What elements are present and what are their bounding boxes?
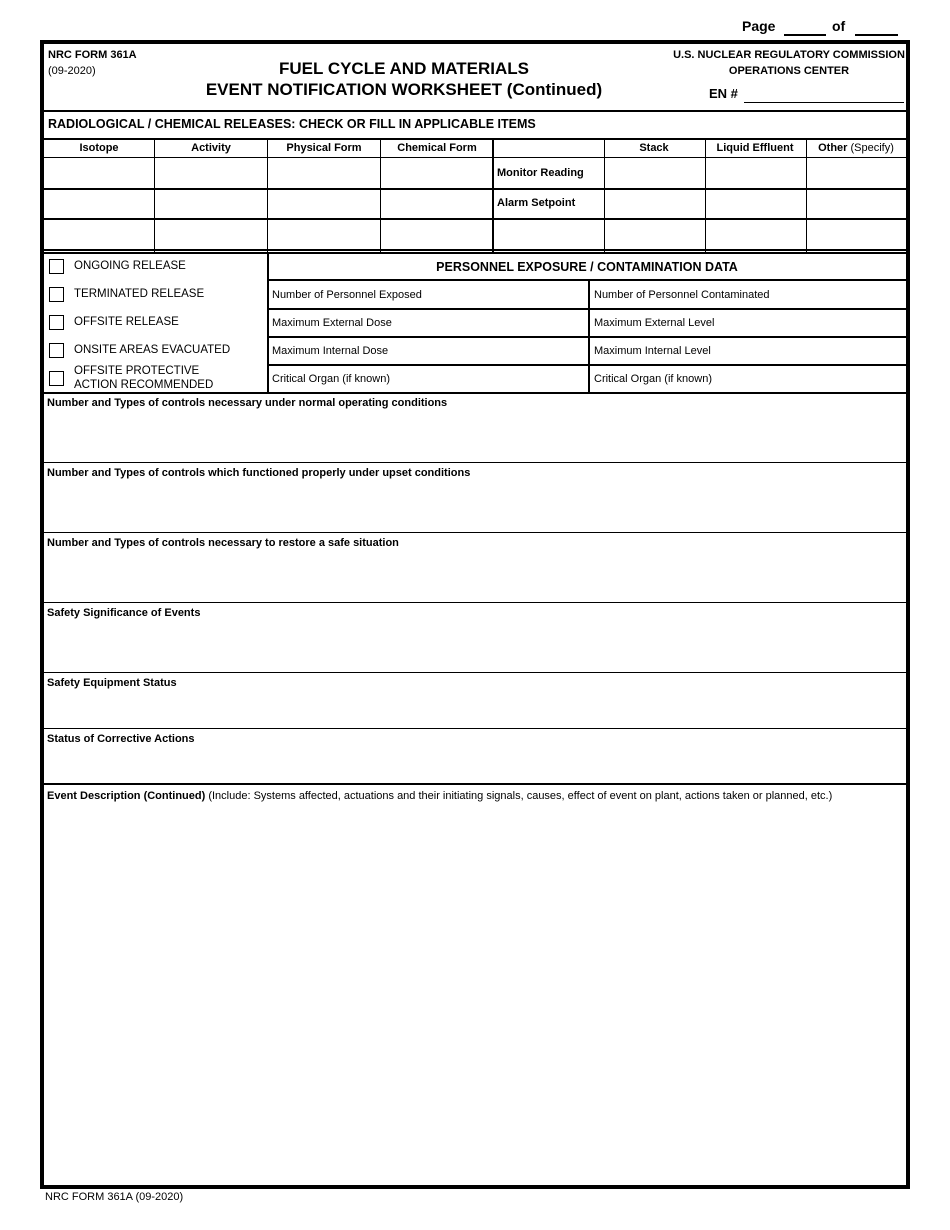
event-description-label: Event Description (Continued) (Include: Systems affected, actuations and their initiating signals, causes, effect of event on plant, actions taken or planned, etc.) [47,790,833,802]
form-frame [40,40,910,1189]
max-external-level-label: Maximum External Level [594,317,715,329]
en-label: EN # [709,86,738,101]
col-isotope: Isotope [79,142,119,154]
offsite-protective-label-line2: ACTION RECOMMENDED [74,379,214,391]
page-of-label: of [832,18,846,34]
offsite-release-label: OFFSITE RELEASE [74,316,179,328]
terminated-release-checkbox[interactable] [49,287,64,302]
form-number: NRC FORM 361A [48,49,137,61]
onsite-areas-evacuated-checkbox[interactable] [49,343,64,358]
max-external-dose-label: Maximum External Dose [272,317,392,329]
col-chemical-form: Chemical Form [397,142,477,154]
onsite-areas-evacuated-label: ONSITE AREAS EVACUATED [74,344,231,356]
agency-name: U.S. NUCLEAR REGULATORY COMMISSION [673,49,905,61]
critical-organ-contaminated-label: Critical Organ (if known) [594,373,712,385]
releases-section-title: RADIOLOGICAL / CHEMICAL RELEASES: CHECK OR FILL IN APPLICABLE ITEMS [48,117,536,131]
footer-form-id: NRC FORM 361A (09-2020) [45,1191,184,1203]
controls-upset-label: Number and Types of controls which functioned properly under upset conditions [47,467,471,479]
event-description-field[interactable] [46,808,904,1186]
terminated-release-label: TERMINATED RELEASE [74,288,205,300]
exposure-section-title: PERSONNEL EXPOSURE / CONTAMINATION DATA [436,260,738,274]
offsite-protective-action-checkbox[interactable] [49,371,64,386]
personnel-exposed-label: Number of Personnel Exposed [272,289,422,301]
form-title-line1: FUEL CYCLE AND MATERIALS [279,59,529,78]
corrective-actions-label: Status of Corrective Actions [47,733,195,745]
max-internal-dose-label: Maximum Internal Dose [272,345,389,357]
safety-significance-label: Safety Significance of Events [47,607,201,619]
form-title-line2: EVENT NOTIFICATION WORKSHEET (Continued) [205,80,603,99]
col-liquid-effluent: Liquid Effluent [716,142,794,154]
row-alarm-setpoint: Alarm Setpoint [497,197,576,209]
max-internal-level-label: Maximum Internal Level [594,345,711,357]
col-physical-form: Physical Form [286,142,362,154]
en-number-field[interactable] [744,102,904,103]
page-total-field[interactable] [855,34,898,36]
page-number-field[interactable] [784,34,826,36]
offsite-release-checkbox[interactable] [49,315,64,330]
col-other: Other (Specify) [818,142,894,154]
controls-restore-label: Number and Types of controls necessary to restore a safe situation [47,537,399,549]
col-stack: Stack [639,142,669,154]
operations-center: OPERATIONS CENTER [728,65,850,77]
controls-normal-label: Number and Types of controls necessary under normal operating conditions [47,397,448,409]
safety-equipment-status-label: Safety Equipment Status [47,677,177,689]
critical-organ-exposed-label: Critical Organ (if known) [272,373,390,385]
page-label: Page [742,18,776,34]
col-activity: Activity [191,142,231,154]
form-date: (09-2020) [48,65,96,77]
offsite-protective-label-line1: OFFSITE PROTECTIVE [74,365,200,377]
personnel-contaminated-label: Number of Personnel Contaminated [594,289,770,301]
ongoing-release-label: ONGOING RELEASE [74,260,186,272]
row-monitor-reading: Monitor Reading [497,167,584,179]
ongoing-release-checkbox[interactable] [49,259,64,274]
